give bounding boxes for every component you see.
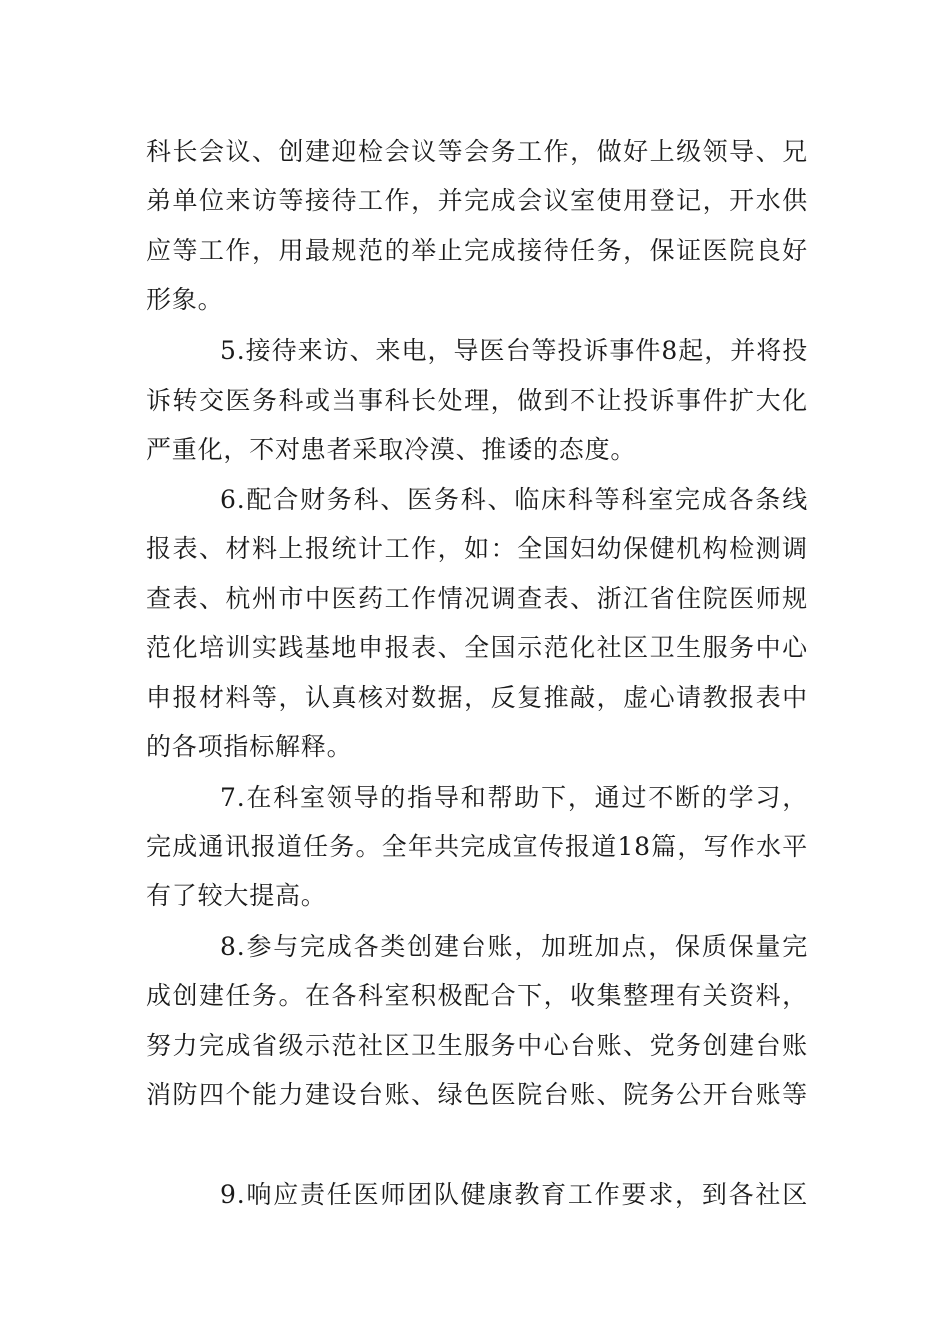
paragraph-start-line: 7.在科室领导的指导和帮助下，通过不断的学习， [220, 783, 808, 812]
text-line: 成创建任务。在各科室积极配合下，收集整理有关资料， [146, 981, 808, 1010]
paragraph-start-line: 5.接待来访、来电，导医台等投诉事件8起，并将投 [220, 336, 808, 365]
text-line: 申报材料等，认真核对数据，反复推敲，虚心请教报表中 [146, 683, 808, 712]
paragraph-start-line: 9.响应责任医师团队健康教育工作要求，到各社区 [220, 1180, 808, 1209]
text-line: 科长会议、创建迎检会议等会务工作，做好上级领导、兄 [146, 137, 808, 166]
text-line: 严重化，不对患者采取冷漠、推诿的态度。 [146, 435, 637, 464]
text-line: 形象。 [146, 285, 224, 314]
text-line: 消防四个能力建设台账、绿色医院台账、院务公开台账等 [146, 1080, 808, 1109]
text-line: 弟单位来访等接待工作，并完成会议室使用登记，开水供 [146, 186, 808, 215]
text-line: 有了较大提高。 [146, 881, 327, 910]
text-line: 努力完成省级示范社区卫生服务中心台账、党务创建台账 [146, 1031, 808, 1060]
paragraph-start-line: 8.参与完成各类创建台账，加班加点，保质保量完 [220, 932, 808, 961]
text-line: 应等工作，用最规范的举止完成接待任务，保证医院良好 [146, 236, 808, 265]
text-line: 诉转交医务科或当事科长处理，做到不让投诉事件扩大化 [146, 386, 808, 415]
paragraph-start-line: 6.配合财务科、医务科、临床科等科室完成各条线 [220, 485, 808, 514]
text-line: 的各项指标解释。 [146, 732, 353, 761]
text-line: 报表、材料上报统计工作，如：全国妇幼保健机构检测调 [146, 534, 808, 563]
text-line: 范化培训实践基地申报表、全国示范化社区卫生服务中心 [146, 633, 808, 662]
text-line: 查表、杭州市中医药工作情况调查表、浙江省住院医师规 [146, 584, 808, 613]
text-line: 完成通讯报道任务。全年共完成宣传报道18篇，写作水平 [146, 832, 808, 861]
